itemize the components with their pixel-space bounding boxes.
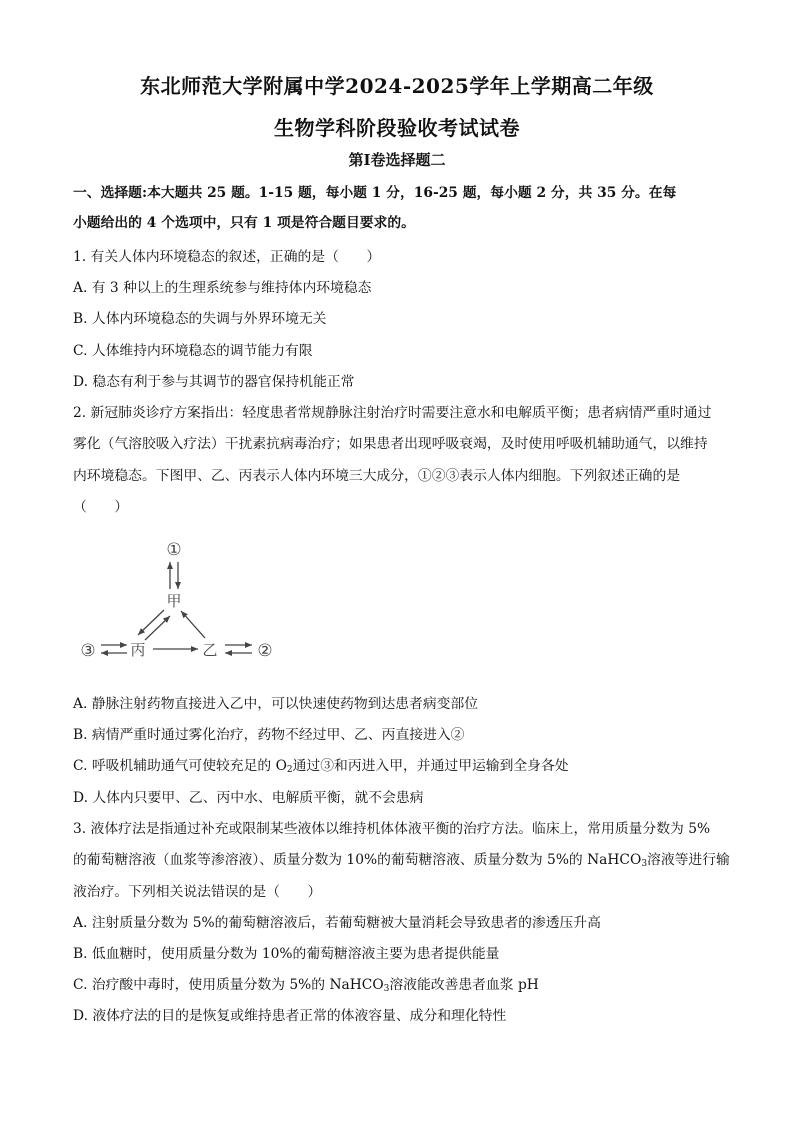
document-title-line2: 生物学科阶段验收考试试卷 [274, 116, 520, 140]
q3-stem-line2 [73, 848, 730, 869]
instructions-line1: 一、选择题:本大题共 25 题。1-15 题，每小题 1 分，16-25 题，每小题 2 分，共 35 分。在每 [73, 185, 677, 201]
q3-stem-line2-text-2: 溶液等进行输 [647, 852, 730, 868]
diagram-label-cell1: ① [166, 540, 182, 560]
q1-option-c: C. 人体维持内环境稳态的调节能力有限 [73, 343, 313, 359]
diagram-label-yi: 乙 [202, 641, 218, 659]
document-title-line1: 东北师范大学附属中学2024-2025学年上学期高二年级 [140, 74, 654, 98]
q2-option-b: B. 病情严重时通过雾化治疗，药物不经过甲、乙、丙直接进入② [73, 727, 465, 743]
q2-option-c-text-2: 通过③和丙进入甲，并通过甲运输到全身各处 [292, 758, 569, 774]
section-label: 第Ⅰ卷选择题二 [348, 151, 446, 169]
body-fluid-diagram [70, 530, 290, 670]
q3-stem-line1: 3. 液体疗法是指通过补充或限制某些液体以维持机体体液平衡的治疗方法。临床上，常用质量分数为 5% [73, 821, 711, 837]
q3-option-d: D. 液体疗法的目的是恢复或维持患者正常的体液容量、成分和理化特性 [73, 1008, 507, 1024]
arrow-bing-to-jia [145, 616, 170, 640]
instructions-line2: 小题给出的 4 个选项中，只有 1 项是符合题目要求的。 [73, 215, 415, 231]
diagram-label-bing: 丙 [130, 641, 146, 659]
q2-stem-line1: 2. 新冠肺炎诊疗方案指出：轻度患者常规静脉注射治疗时需要注意水和电解质平衡；患者病情严重时通过 [73, 405, 712, 421]
q3-stem-line2-text-1: 的葡萄糖溶液（血浆等渗溶液）、质量分数为 10%的葡萄糖溶液、质量分数为 5%的 NaHCO [73, 852, 642, 868]
q3-option-c-text-2: 溶液能改善患者血浆 pH [389, 977, 539, 993]
q3-option-b: B. 低血糖时，使用质量分数为 10%的葡萄糖溶液主要为患者提供能量 [73, 946, 500, 962]
q1-stem: 1. 有关人体内环境稳态的叙述，正确的是（ ） [73, 249, 381, 265]
diagram-label-cell3: ③ [80, 641, 96, 661]
q2-option-a: A. 静脉注射药物直接进入乙中，可以快速使药物到达患者病变部位 [73, 696, 479, 712]
q2-stem-line2: 雾化（气溶胶吸入疗法）干扰素抗病毒治疗；如果患者出现呼吸衰竭，及时使用呼吸机辅助通气，以维持 [73, 436, 708, 452]
q3-option-a: A. 注射质量分数为 5%的葡萄糖溶液后，若葡萄糖被大量消耗会导致患者的渗透压升高 [73, 915, 601, 931]
q3-stem-line3: 液治疗。下列相关说法错误的是（ ） [73, 884, 322, 900]
q2-option-c-subscript: 2 [286, 765, 293, 775]
diagram-label-jia: 甲 [166, 592, 182, 610]
q2-stem-line3: 内环境稳态。下图甲、乙、丙表示人体内环境三大成分，①②③表示人体内细胞。下列叙述正确的是 [73, 468, 681, 484]
q2-stem-line4: （ ） [73, 499, 129, 515]
q1-option-a: A. 有 3 种以上的生理系统参与维持体内环境稳态 [73, 280, 372, 296]
q3-option-c [73, 973, 539, 994]
q1-option-b: B. 人体内环境稳态的失调与外界环境无关 [73, 311, 327, 327]
q1-option-d: D. 稳态有利于参与其调节的器官保持机能正常 [73, 374, 355, 390]
diagram-label-cell2: ② [257, 641, 273, 661]
q2-option-c [73, 754, 569, 775]
q2-option-d: D. 人体内只要甲、乙、丙中水、电解质平衡，就不会患病 [73, 790, 424, 806]
q2-option-c-text-1: C. 呼吸机辅助通气可使较充足的 O [73, 758, 287, 774]
q3-option-c-text-1: C. 治疗酸中毒时，使用质量分数为 5%的 NaHCO [73, 977, 384, 993]
arrow-jia-to-bing [138, 610, 164, 635]
q3-stem-line2-subscript: 3 [641, 859, 648, 869]
q3-option-c-subscript: 3 [383, 984, 390, 994]
arrow-yi-to-jia [181, 611, 205, 638]
